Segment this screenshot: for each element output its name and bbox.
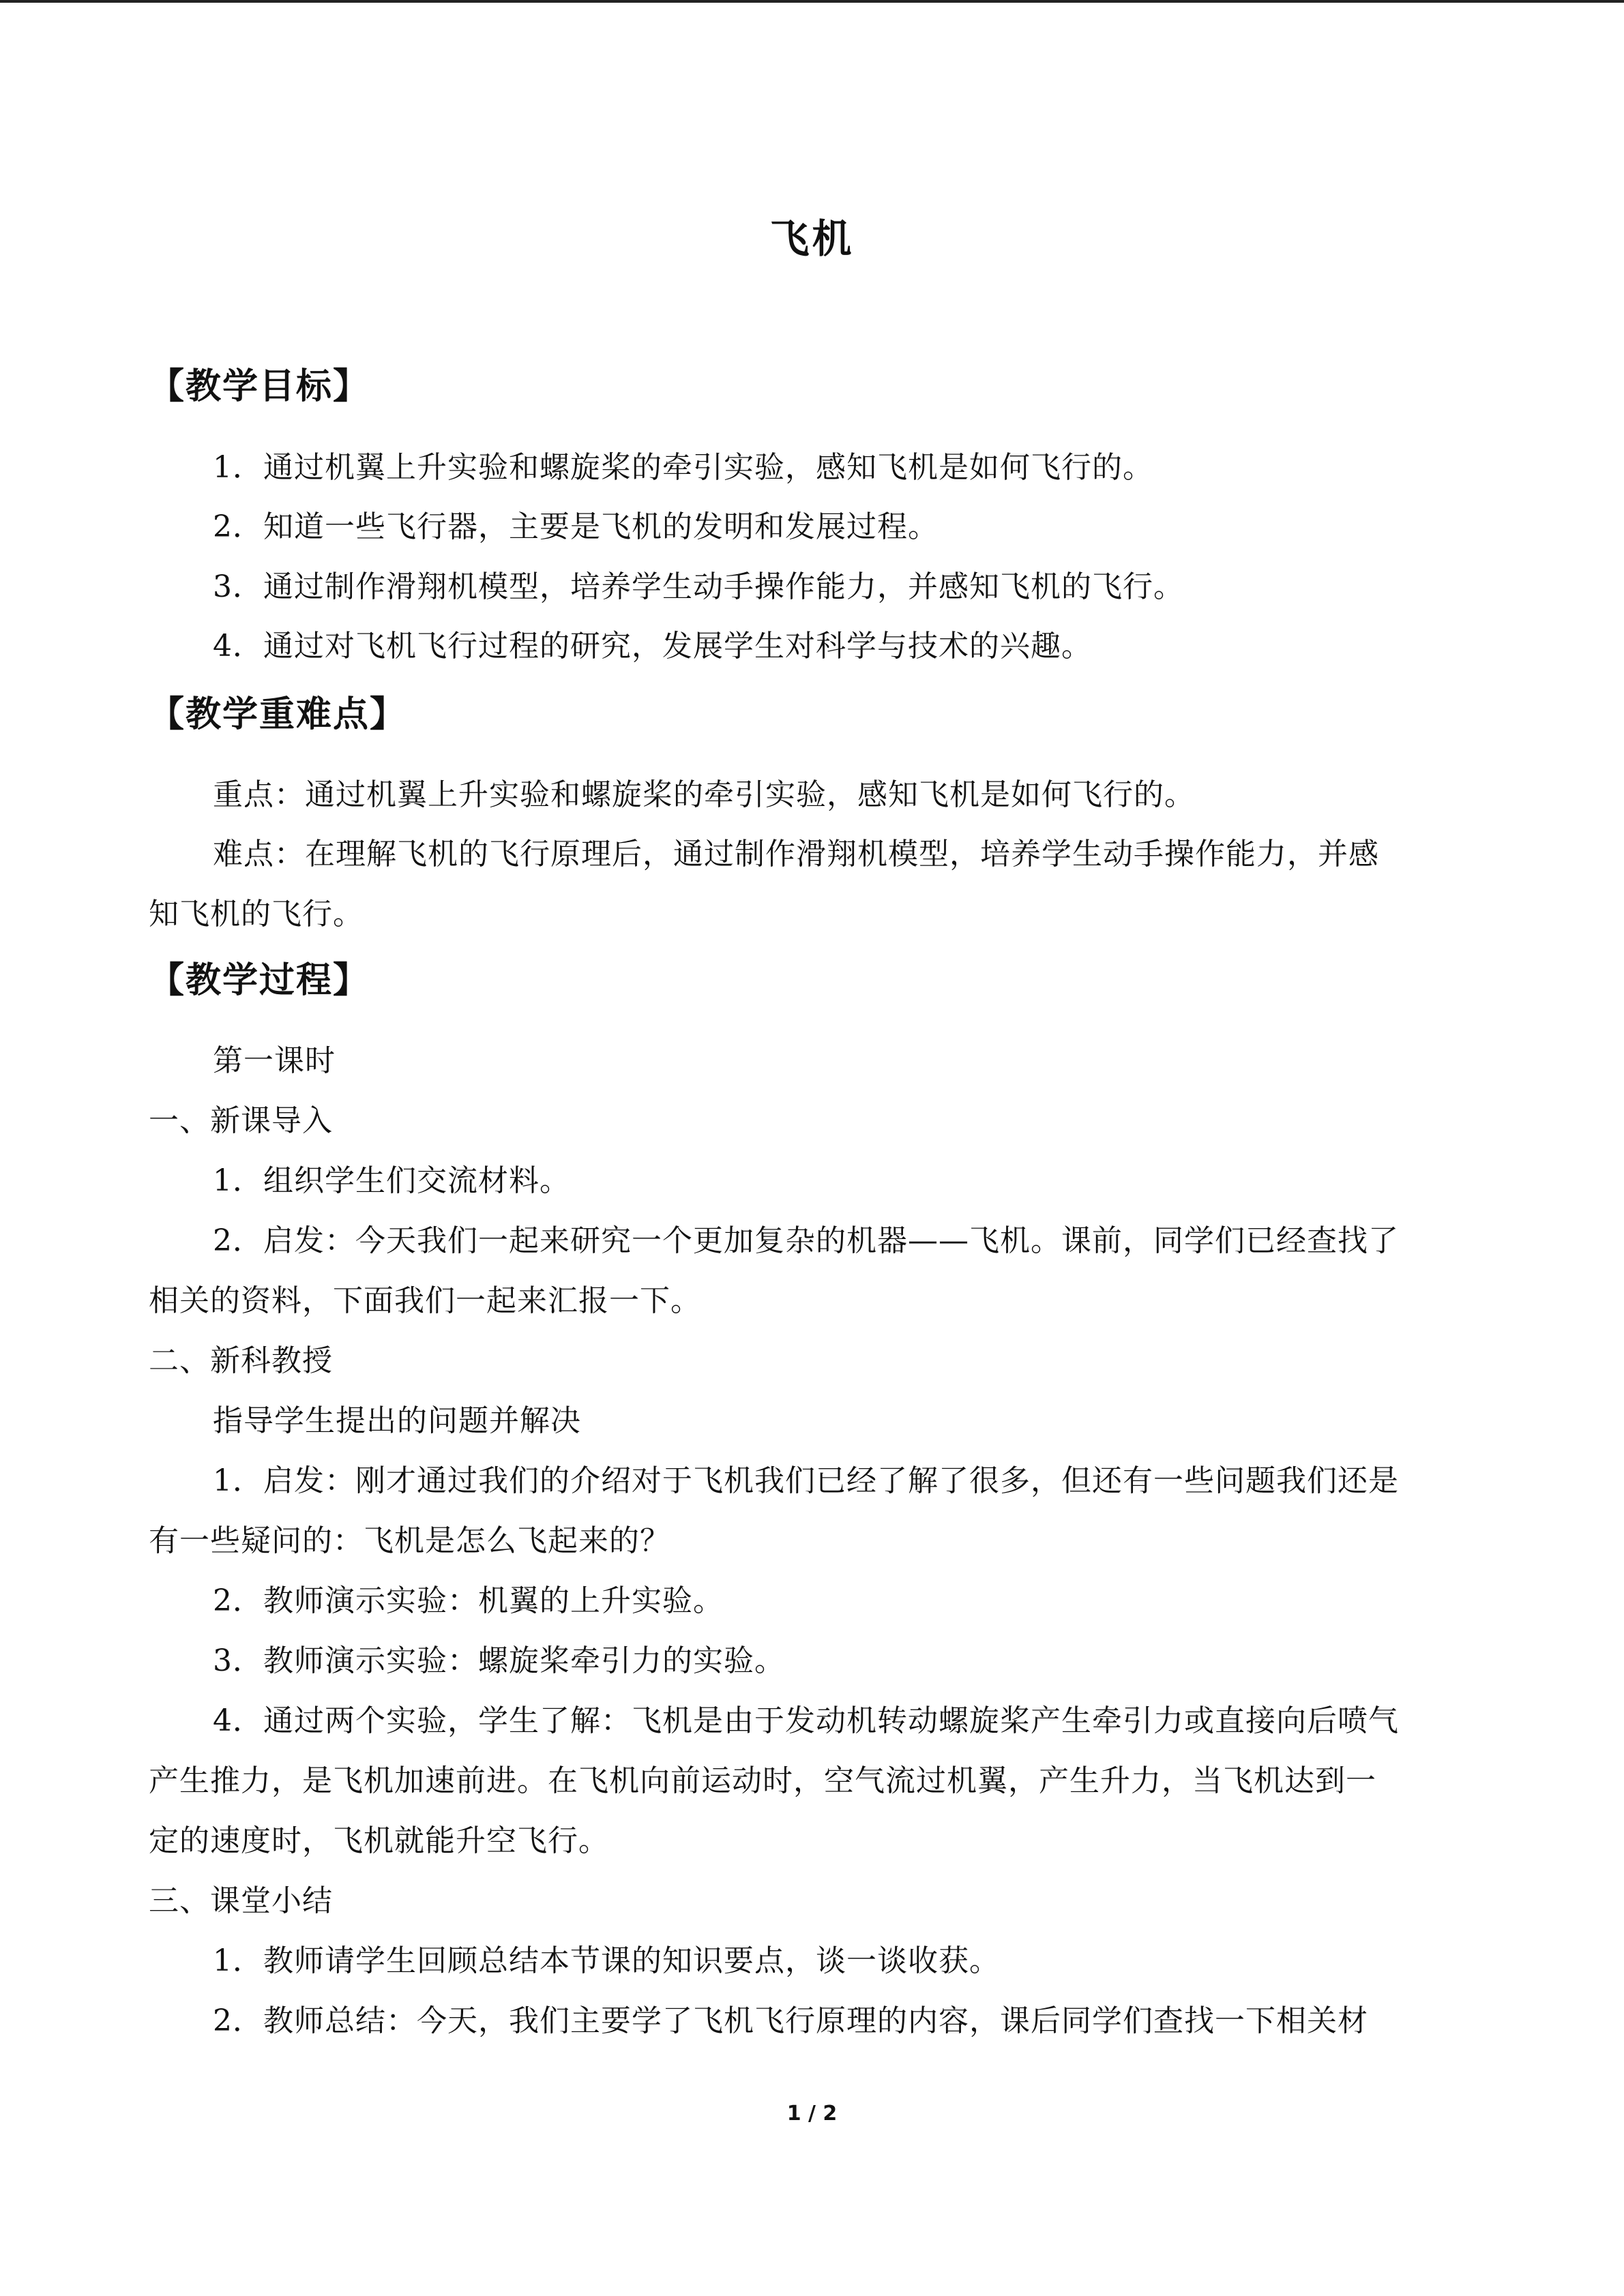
process-item-continued: 有一些疑问的：飞机是怎么飞起来的？ [149,1523,670,1558]
difficulty-line: 难点：在理解飞机的飞行原理后，通过制作滑翔机模型，培养学生动手操作能力，并感 [213,837,1379,871]
objective-item: 1．通过机翼上升实验和螺旋桨的牵引实验，感知飞机是如何飞行的。 [213,450,1153,485]
page-number: 1 / 2 [786,2102,838,2126]
process-item: 4．通过两个实验，学生了解：飞机是由于发动机转动螺旋桨产生牵引力或直接向后喷气 [213,1703,1399,1738]
process-item-continued: 产生推力，是飞机加速前进。在飞机向前运动时，空气流过机翼，产生升力，当飞机达到一 [149,1763,1376,1798]
process-item: 1．启发：刚才通过我们的介绍对于飞机我们已经了解了很多，但还有一些问题我们还是 [213,1463,1399,1498]
lesson-period-label: 第一课时 [213,1043,336,1078]
process-item: 2．教师演示实验：机翼的上升实验。 [213,1583,724,1618]
difficulty-line-continued: 知飞机的飞行。 [149,897,364,931]
top-border-line [0,0,1624,3]
process-subheading: 一、新课导入 [149,1103,333,1138]
process-item: 2．教师总结：今天，我们主要学了飞机飞行原理的内容，课后同学们查找一下相关材 [213,2003,1368,2038]
objective-item: 3．通过制作滑翔机模型，培养学生动手操作能力，并感知飞机的飞行。 [213,569,1184,604]
process-heading: 【教学过程】 [149,960,370,1001]
process-item: 指导学生提出的问题并解决 [213,1403,581,1438]
process-item: 3．教师演示实验：螺旋桨牵引力的实验。 [213,1643,785,1678]
process-subheading: 二、新科教授 [149,1343,333,1378]
objective-item: 4．通过对飞机飞行过程的研究，发展学生对科学与技术的兴趣。 [213,629,1092,664]
process-item-continued: 相关的资料，下面我们一起来汇报一下。 [149,1283,701,1318]
objective-item: 2．知道一些飞行器，主要是飞机的发明和发展过程。 [213,509,939,544]
process-item-continued: 定的速度时，飞机就能升空飞行。 [149,1823,609,1858]
process-item: 2．启发：今天我们一起来研究一个更加复杂的机器——飞机。课前，同学们已经查找了 [213,1223,1399,1258]
keypoint-line: 重点：通过机翼上升实验和螺旋桨的牵引实验，感知飞机是如何飞行的。 [213,777,1195,812]
page-title: 飞机 [769,215,855,262]
process-item: 1．组织学生们交流材料。 [213,1163,570,1198]
process-item: 1．教师请学生回顾总结本节课的知识要点，谈一谈收获。 [213,1943,1000,1978]
keypoints-heading: 【教学重难点】 [149,694,407,735]
process-subheading: 三、课堂小结 [149,1883,333,1918]
objectives-heading: 【教学目标】 [149,366,370,407]
